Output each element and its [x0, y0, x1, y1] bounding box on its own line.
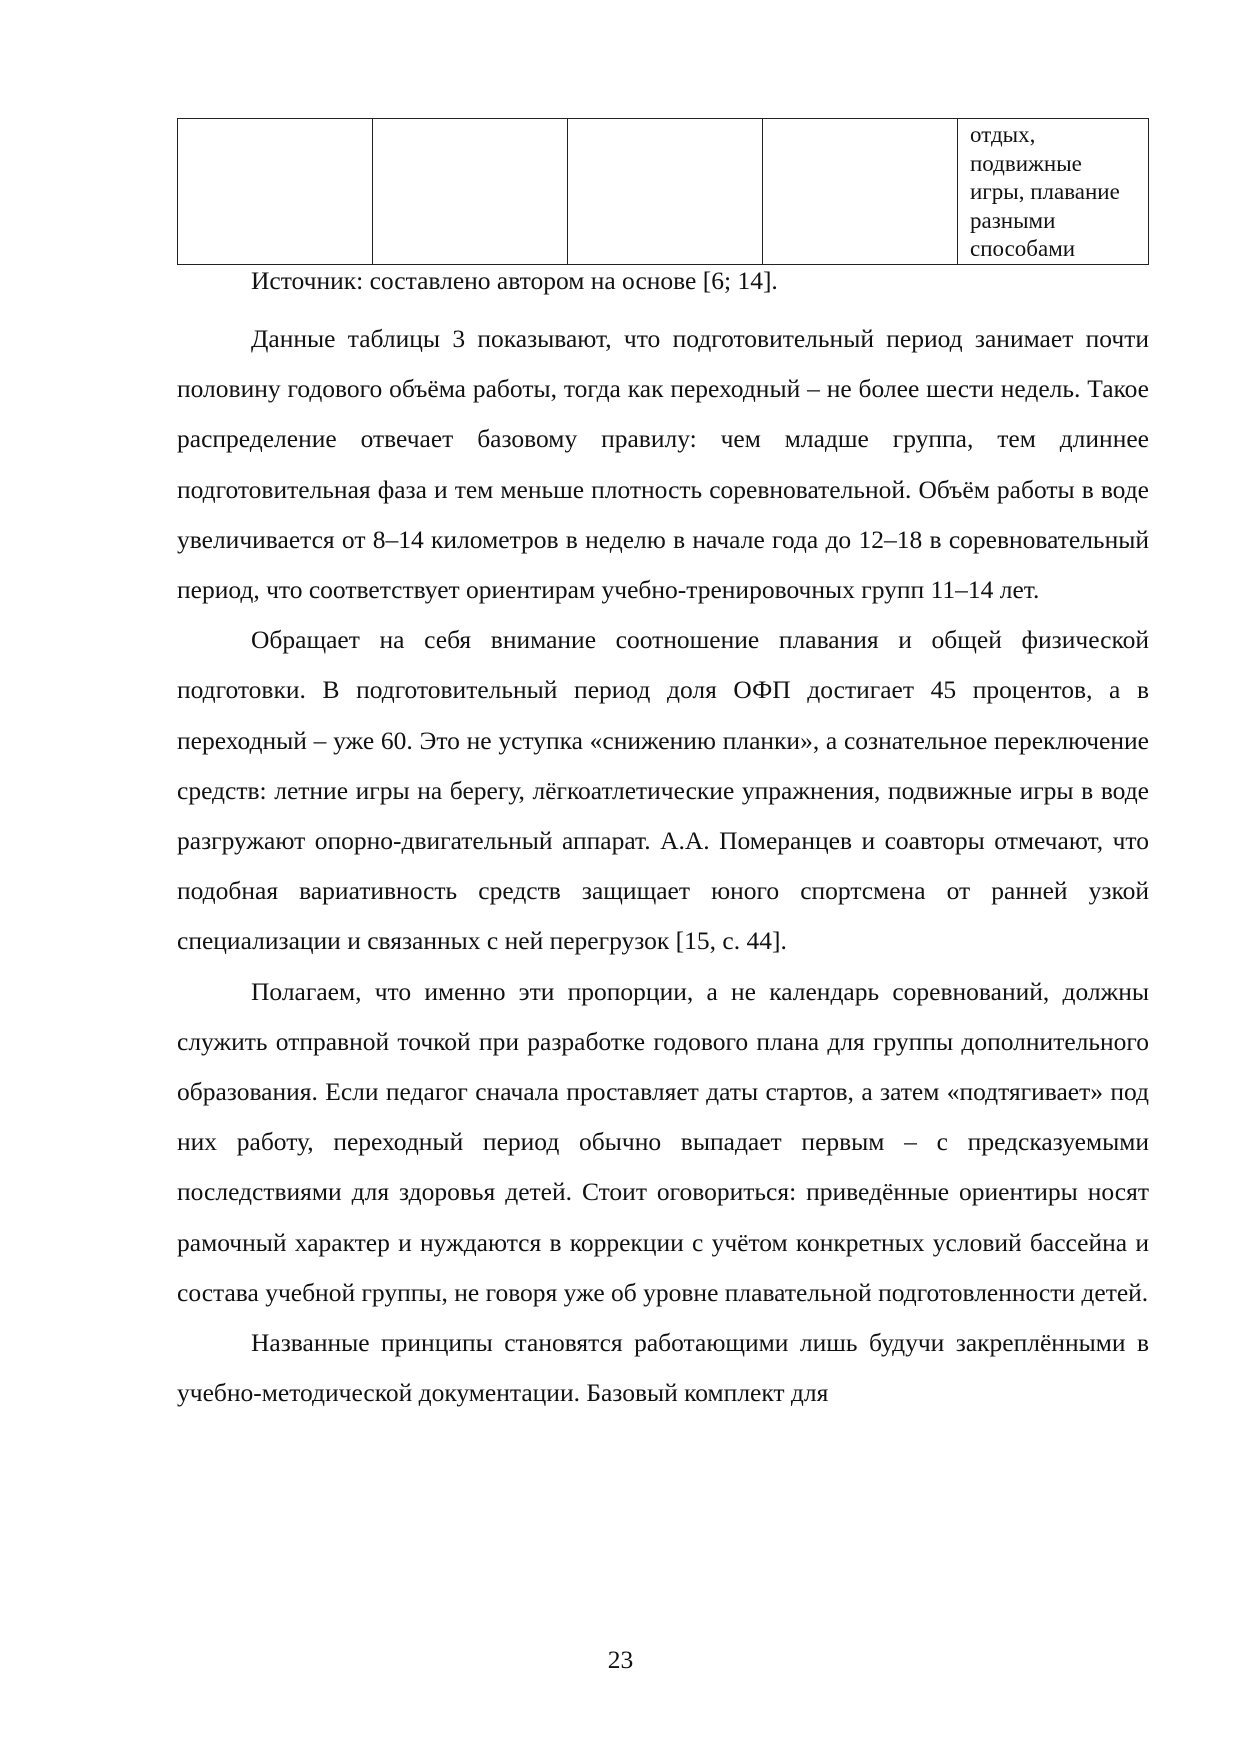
table-cell-empty: [763, 119, 958, 265]
page-number: 23: [607, 1645, 634, 1674]
table-cell-line: отдых,: [970, 122, 1036, 147]
paragraph: Полагаем, что именно эти пропорции, а не календарь соревнований, должны служить отправной точкой при разработке годового плана для группы дополнительного образования. Если педагог сначала проставляет даты стартов, а затем «подтягивает» под них работу, переходный период обычно выпадает первым – с предсказуемыми последствиями для здоровья детей. Стоит оговориться: приведённые ориентиры носят рамочный характер и нуждаются в коррекции с учётом конкретных условий бассейна и состава учебной группы, не говоря уже об уровне плавательной подготовленности детей.: [177, 976, 1149, 1307]
table-cell-empty: [178, 119, 373, 265]
table-source-note: Источник: составлено автором на основе [6; 14].: [251, 266, 778, 295]
table-cell-activities: [958, 119, 1149, 265]
table-cell-text: [958, 119, 1148, 264]
table-cell-line: подвижные: [970, 150, 1082, 176]
table-row: [178, 119, 1149, 265]
table-cell-line: игры, плавание: [970, 179, 1120, 204]
paragraph: Обращает на себя внимание соотношение плавания и общей физической подготовки. В подготовительный период доля ОФП достигает 45 процентов, а в переходный – уже 60. Это не уступка «снижению планки», а сознательное переключение средств: летние игры на берегу, лёгкоатлетические упражнения, подвижные игры в воде разгружают опорно-двигательный аппарат. А.А. Померанцев и соавторы отмечают, что подобная вариативность средств защищает юного спортсмена от ранней узкой специализации и связанных с ней перегрузок [15, с. 44].: [177, 625, 1149, 956]
table-cell-empty: [373, 119, 568, 265]
paragraph: Данные таблицы 3 показывают, что подготовительный период занимает почти половину годового объёма работы, тогда как переходный – не более шести недель. Такое распределение отвечает базовому правилу: чем младше группа, тем длиннее подготовительная фаза и тем меньше плотность соревновательной. Объём работы в воде увеличивается от 8–14 километров в неделю в начале года до 12–18 в соревновательный период, что соответствует ориентирам учебно-тренировочных групп 11–14 лет.: [177, 324, 1149, 605]
paragraph: Названные принципы становятся работающими лишь будучи закреплёнными в учебно-методической документации. Базовый комплект для: [177, 1328, 1149, 1408]
body-text: [177, 314, 1149, 1418]
table-cell-line: способами: [970, 236, 1076, 261]
table-fragment: [177, 118, 1149, 265]
table-cell-empty: [568, 119, 763, 265]
table-cell-line: разными: [970, 207, 1056, 233]
